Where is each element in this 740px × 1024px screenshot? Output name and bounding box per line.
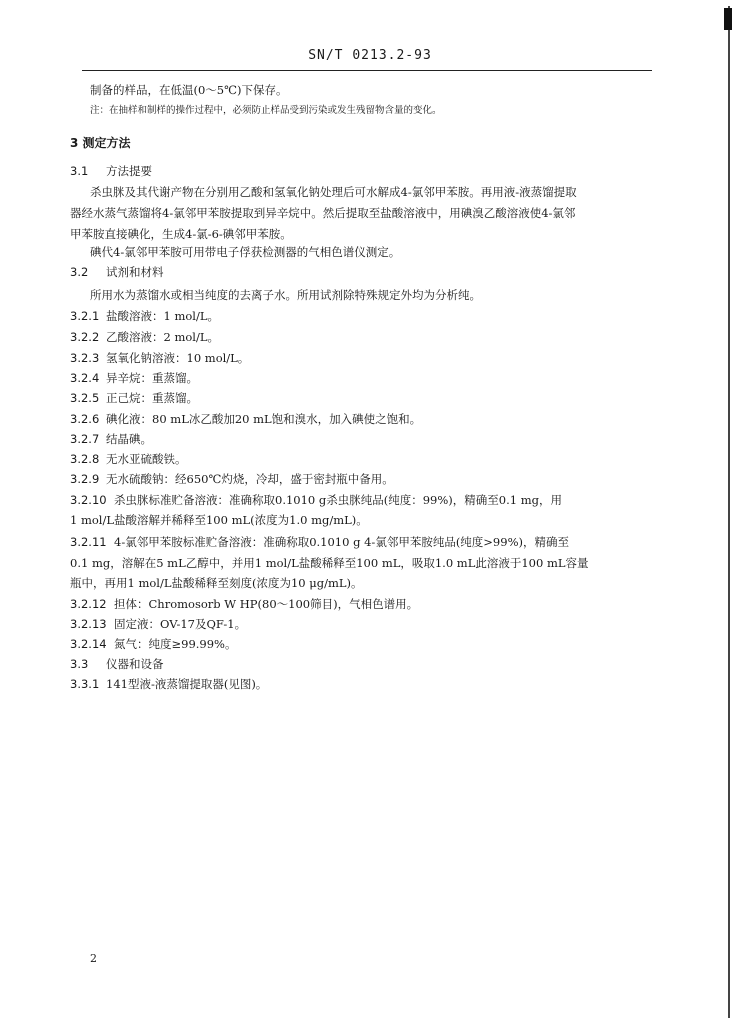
- subsection-heading: [70, 657, 164, 671]
- item-text: 结晶碘。: [106, 432, 152, 446]
- item-number: 3.2.5: [70, 391, 100, 405]
- list-item: [70, 677, 267, 691]
- paragraph-line: 制备的样品，在低温(0～5℃)下保存。: [90, 83, 288, 97]
- item-number: 3.2.2: [70, 330, 100, 344]
- item-text: 氮气：纯度≥99.99%。: [114, 637, 237, 651]
- page-number: 2: [90, 952, 97, 965]
- item-text: 正己烷：重蒸馏。: [106, 391, 198, 405]
- item-number: 3.2.4: [70, 371, 100, 385]
- item-text: 固定液：OV-17及QF-1。: [114, 617, 247, 631]
- list-item: [70, 452, 187, 466]
- scan-edge-line: [728, 6, 730, 1018]
- item-number: 3.2.11: [70, 535, 107, 549]
- list-item: [70, 637, 236, 651]
- list-item: [70, 309, 219, 323]
- item-number: 3.2.6: [70, 412, 100, 426]
- item-text: 4-氯邻甲苯胺标准贮备溶液：准确称取0.1010 g 4-氯邻甲苯胺纯品(纯度>99%)，精确至: [114, 535, 569, 549]
- subsection-title: 方法提要: [106, 164, 152, 178]
- standard-header: SN/T 0213.2-93: [308, 48, 432, 63]
- list-item: [70, 432, 152, 446]
- item-number: 3.2.12: [70, 597, 107, 611]
- paragraph-line: 瓶中，再用1 mol/L盐酸稀释至刻度(浓度为10 μg/mL)。: [70, 576, 363, 590]
- scan-edge-mark: [724, 8, 732, 30]
- paragraph-line: 器经水蒸气蒸馏将4-氯邻甲苯胺提取到异辛烷中。然后提取至盐酸溶液中，用碘溴乙酸溶液使4-氯邻: [70, 206, 576, 220]
- item-number: 3.2.13: [70, 617, 107, 631]
- subsection-title: 仪器和设备: [106, 657, 164, 671]
- paragraph-line: 甲苯胺直接碘化，生成4-氯-6-碘邻甲苯胺。: [70, 227, 292, 241]
- item-number: 3.3.1: [70, 677, 100, 691]
- item-number: 3.2.8: [70, 452, 100, 466]
- item-text: 盐酸溶液：1 mol/L。: [106, 309, 219, 323]
- item-text: 担体：Chromosorb W HP(80～100筛目)，气相色谱用。: [114, 597, 419, 611]
- item-number: 3.2.14: [70, 637, 107, 651]
- item-number: 3.2.10: [70, 493, 107, 507]
- paragraph-line: 0.1 mg，溶解在5 mL乙醇中，并用1 mol/L盐酸稀释至100 mL，吸取1.0 mL此溶液于100 mL容量: [70, 556, 589, 570]
- item-text: 无水硫酸钠：经650℃灼烧，冷却，盛于密封瓶中备用。: [106, 472, 394, 486]
- header-rule: [82, 70, 652, 71]
- note-line: 注：在抽样和制样的操作过程中，必须防止样品受到污染或发生残留物含量的变化。: [90, 105, 442, 116]
- list-item: [70, 617, 246, 631]
- list-item: [70, 371, 198, 385]
- list-item: [70, 535, 569, 549]
- section-number: 3.3: [70, 657, 89, 671]
- section-number: 3.2: [70, 265, 89, 279]
- list-item: [70, 472, 394, 486]
- subsection-heading: [70, 164, 152, 178]
- item-number: 3.2.3: [70, 351, 100, 365]
- subsection-heading: [70, 265, 164, 279]
- item-text: 杀虫脒标准贮备溶液：准确称取0.1010 g杀虫脒纯品(纯度：99%)，精确至0.1 mg，用: [114, 493, 562, 507]
- item-text: 氢氧化钠溶液：10 mol/L。: [106, 351, 250, 365]
- subsection-title: 试剂和材料: [106, 265, 164, 279]
- item-text: 碘化液：80 mL冰乙酸加20 mL饱和溴水，加入碘使之饱和。: [106, 412, 422, 426]
- list-item: [70, 597, 418, 611]
- paragraph-line: 1 mol/L盐酸溶解并稀释至100 mL(浓度为1.0 mg/mL)。: [70, 513, 368, 527]
- list-item: [70, 351, 249, 365]
- item-number: 3.2.9: [70, 472, 100, 486]
- list-item: [70, 391, 198, 405]
- list-item: [70, 330, 219, 344]
- item-text: 无水亚硫酸铁。: [106, 452, 187, 466]
- section-heading: 3 测定方法: [70, 136, 131, 150]
- paragraph-line: 所用水为蒸馏水或相当纯度的去离子水。所用试剂除特殊规定外均为分析纯。: [90, 288, 481, 302]
- paragraph-line: 杀虫脒及其代谢产物在分别用乙酸和氢氧化钠处理后可水解成4-氯邻甲苯胺。再用液-液蒸馏提取: [90, 185, 577, 199]
- item-number: 3.2.7: [70, 432, 100, 446]
- section-number: 3.1: [70, 164, 89, 178]
- item-text: 141型液-液蒸馏提取器(见图)。: [106, 677, 268, 691]
- item-number: 3.2.1: [70, 309, 100, 323]
- list-item: [70, 412, 421, 426]
- list-item: [70, 493, 562, 507]
- paragraph-line: 碘代4-氯邻甲苯胺可用带电子俘获检测器的气相色谱仪测定。: [90, 245, 401, 259]
- item-text: 乙酸溶液：2 mol/L。: [106, 330, 219, 344]
- item-text: 异辛烷：重蒸馏。: [106, 371, 198, 385]
